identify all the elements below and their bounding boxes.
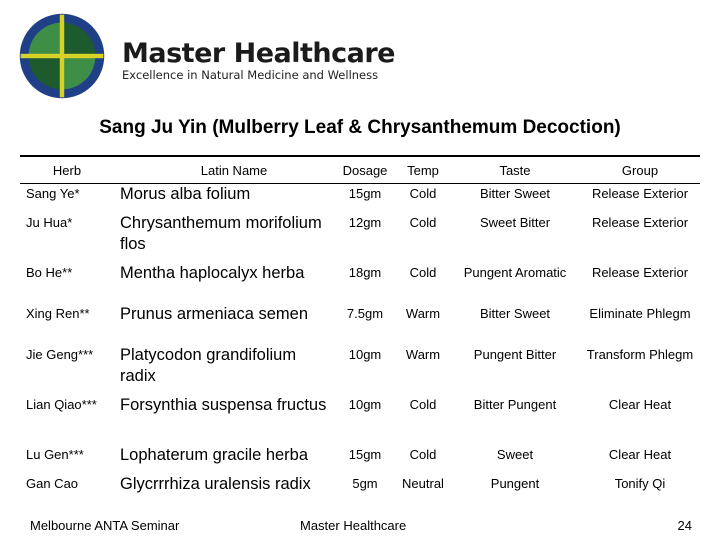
taste-cell: Pungent Aromatic [463,265,567,280]
group-cell: Release Exterior [591,265,689,280]
table-top-rule [20,155,700,157]
table-row [20,262,700,303]
dosage-cell: 5gm [352,476,378,491]
latin-name-cell: Prunus armeniaca semen [120,305,309,323]
temp-cell: Cold [409,215,437,230]
taste-cell: Pungent [490,476,540,491]
herb-cell: Gan Cao [26,476,79,491]
footer-brand: Master Healthcare [300,518,407,533]
dosage-cell: 10gm [348,397,382,412]
column-header-group: Group [621,162,659,178]
herb-cell: Lu Gen*** [26,447,84,462]
page-number: 24 [677,518,692,533]
latin-name-cell: Mentha haplocalyx herba [120,264,305,282]
dosage-cell: 7.5gm [346,306,384,321]
temp-cell: Cold [409,397,437,412]
latin-name-cell: Lophaterum gracile herba [120,446,309,464]
temp-cell: Cold [409,265,437,280]
latin-name-cell: Forsynthia suspensa fructus [120,396,327,414]
taste-cell: Bitter Sweet [479,186,551,201]
latin-name-cell: Platycodon grandifolium radix [120,346,297,385]
footer-seminar: Melbourne ANTA Seminar [30,518,180,533]
column-header-taste: Taste [499,162,531,178]
herb-table [20,158,700,523]
latin-name-cell: Glycrrrhiza uralensis radix [120,475,311,493]
taste-cell: Bitter Pungent [473,397,557,412]
dosage-cell: 10gm [348,347,382,362]
brand-tagline: Excellence in Natural Medicine and Wellness [122,68,379,82]
table-row [20,473,700,523]
dosage-cell: 15gm [348,447,382,462]
temp-cell: Warm [405,347,441,362]
group-cell: Release Exterior [591,186,689,201]
table-row [20,183,700,212]
taste-cell: Pungent Bitter [473,347,557,362]
table-row [20,303,700,344]
herb-cell: Xing Ren** [26,306,90,321]
group-cell: Transform Phlegm [586,347,694,362]
group-cell: Release Exterior [591,215,689,230]
herb-cell: Bo He** [26,265,73,280]
herb-cell: Lian Qiao*** [26,397,97,412]
table-header-row [20,158,700,183]
slide-title: Sang Ju Yin (Mulberry Leaf & Chrysanthemum Decoction) [99,117,621,138]
latin-name-cell: Morus alba folium [120,185,251,203]
table-row [20,394,700,444]
temp-cell: Warm [405,306,441,321]
group-cell: Tonify Qi [614,476,666,491]
column-header-temp: Temp [407,162,439,178]
table-row [20,444,700,473]
table-row [20,344,700,394]
temp-cell: Neutral [402,476,444,491]
herb-cell: Sang Ye* [26,186,80,201]
latin-name-cell: Chrysanthemum morifolium flos [120,214,322,253]
temp-cell: Cold [409,447,437,462]
column-header-latin-name: Latin Name [200,163,268,178]
master-healthcare-logo [18,12,106,100]
column-header-dosage: Dosage [342,162,388,178]
dosage-cell: 15gm [348,186,382,201]
temp-cell: Cold [409,186,437,201]
group-cell: Clear Heat [608,447,672,462]
taste-cell: Bitter Sweet [479,306,551,321]
column-header-herb: Herb [52,162,82,178]
dosage-cell: 18gm [348,265,382,280]
taste-cell: Sweet [496,447,534,462]
group-cell: Clear Heat [608,397,672,412]
taste-cell: Sweet Bitter [479,215,551,230]
table-row [20,212,700,262]
herb-cell: Jie Geng*** [26,347,94,362]
brand-name: Master Healthcare [122,38,395,69]
herb-cell: Ju Hua* [26,215,73,230]
dosage-cell: 12gm [348,215,382,230]
group-cell: Eliminate Phlegm [589,306,691,321]
